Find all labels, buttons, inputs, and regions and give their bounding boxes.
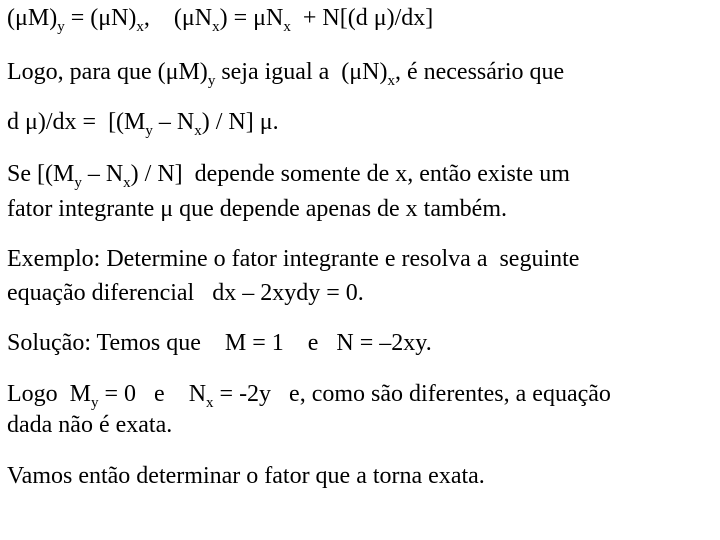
eq-part: ) = μN	[219, 5, 284, 31]
text-part: d μ)/dx = [(M	[7, 109, 146, 135]
subscript: y	[91, 395, 99, 411]
exemplo-line2: equação diferencial dx – 2xydy = 0.	[7, 280, 364, 306]
subscript: x	[387, 73, 395, 89]
eq-subscript: x	[136, 19, 144, 35]
exemplo-line1: Exemplo: Determine o fator integrante e resolva a seguinte	[7, 246, 580, 272]
logo2-line2: dada não é exata.	[7, 412, 173, 438]
subscript: y	[145, 123, 153, 139]
text-part: Logo M	[7, 381, 91, 407]
eq-part: + N[(d μ)/dx]	[290, 5, 434, 31]
text-part: Logo, para que (μM)	[7, 59, 208, 85]
eq-subscript: y	[57, 19, 65, 35]
logo2-line1	[7, 380, 611, 411]
text-part: = 0 e N	[98, 381, 207, 407]
text-part: ) / N] μ.	[201, 109, 279, 135]
eq-part: = (μN)	[64, 5, 137, 31]
solucao-line: Solução: Temos que M = 1 e N = –2xy.	[7, 330, 432, 356]
text-part: = -2y e, como são diferentes, a equação	[213, 381, 611, 407]
se-paragraph-line2: fator integrante μ que depende apenas de x também.	[7, 196, 507, 222]
eq-subscript: x	[283, 19, 291, 35]
subscript: y	[74, 175, 82, 191]
vamos-line: Vamos então determinar o fator que a torna exata.	[7, 463, 485, 489]
se-paragraph-line1	[7, 160, 570, 191]
logo-paragraph	[7, 58, 565, 89]
subscript: x	[206, 395, 214, 411]
subscript: x	[194, 123, 202, 139]
text-part: , é necessário que	[394, 59, 565, 85]
condition-equation	[7, 108, 279, 139]
eq-part: (μM)	[7, 5, 58, 31]
text-part: ) / N] depende somente de x, então existe um	[130, 161, 570, 187]
subscript: y	[207, 73, 216, 89]
text-part: seja igual a (μN)	[215, 59, 388, 85]
subscript: x	[123, 175, 131, 191]
equation-line	[7, 4, 434, 35]
eq-subscript: x	[212, 19, 220, 35]
text-part: Se [(M	[7, 161, 75, 187]
text-part: – N	[81, 161, 124, 187]
eq-part: , (μN	[143, 5, 213, 31]
text-part: – N	[152, 109, 195, 135]
